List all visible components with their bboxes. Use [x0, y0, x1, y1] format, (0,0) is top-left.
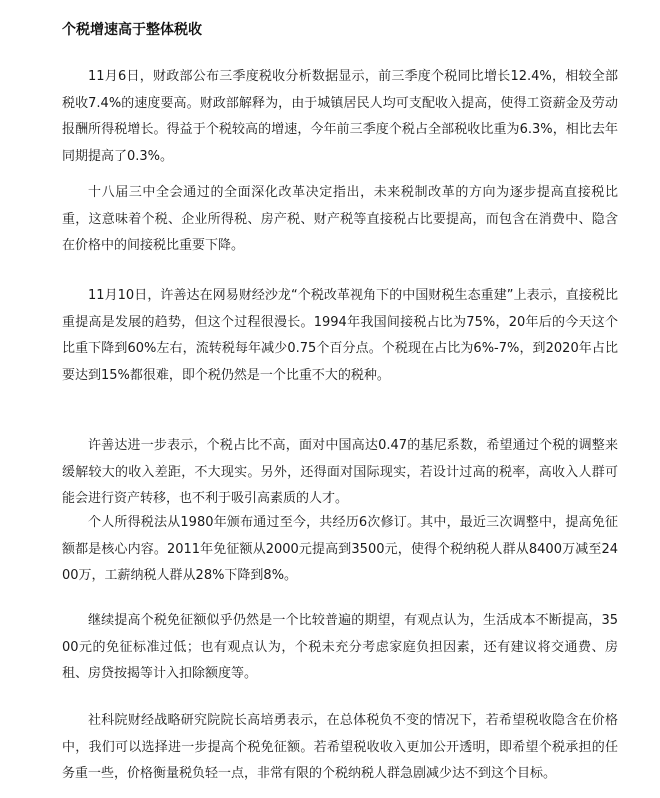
paragraph-1: 11月6日，财政部公布三季度税收分析数据显示，前三季度个税同比增长12.4%，相较全部税收7.4%的速度要高。财政部解释为，由于城镇居民人均可支配收入提高，使得工资薪金及劳动报酬所得税增长。得益于个税较高的增速，今年前三季度个税占全部税收比重为6.3%，相比去年同期提高了0.3%。: [62, 69, 618, 164]
paragraph-6: 继续提高个税免征额似乎仍然是一个比较普遍的期望，有观点认为，生活成本不断提高，3500元的免征标准过低；也有观点认为，个税未充分考虑家庭负担因素，还有建议将交通费、房租、房贷按揭等计入扣除额度等。: [62, 613, 618, 681]
paragraph-3: 11月10日，许善达在网易财经沙龙“个税改革视角下的中国财税生态重建”上表示，直接税比重提高是发展的趋势，但这个过程很漫长。1994年我国间接税占比为75%，20年后的今天这个比重下降到60%左右，流转税每年减少0.75个百分点。个税现在占比为6%-7%，到2020年占比要达到15%都很难，即个税仍然是一个比重不大的税种。: [62, 288, 618, 383]
article-title: 个税增速高于整体税收: [62, 22, 202, 38]
paragraph-5: 个人所得税法从1980年颁布通过至今，共经历6次修订。其中，最近三次调整中，提高免征额都是核心内容。2011年免征额从2000元提高到3500元，使得个税纳税人群从8400万减至2400万，工薪纳税人群从28%下降到8%。: [62, 515, 618, 583]
paragraph-4: 许善达进一步表示，个税占比不高，面对中国高达0.47的基尼系数，希望通过个税的调整来缓解较大的收入差距，不大现实。另外，还得面对国际现实，若设计过高的税率，高收入人群可能会进行资产转移，也不利于吸引高素质的人才。: [62, 438, 618, 506]
paragraph-2: 十八届三中全会通过的全面深化改革决定指出，未来税制改革的方向为逐步提高直接税比重，这意味着个税、企业所得税、房产税、财产税等直接税占比要提高，而包含在消费中、隐含在价格中的间接税比重要下降。: [62, 185, 618, 253]
paragraph-7: 社科院财经战略研究院院长高培勇表示，在总体税负不变的情况下，若希望税收隐含在价格中，我们可以选择进一步提高个税免征额。若希望税收收入更加公开透明，即希望个税承担的任务重一些，价格衡量税负轻一点，非常有限的个税纳税人群急剧减少达不到这个目标。: [62, 713, 618, 781]
